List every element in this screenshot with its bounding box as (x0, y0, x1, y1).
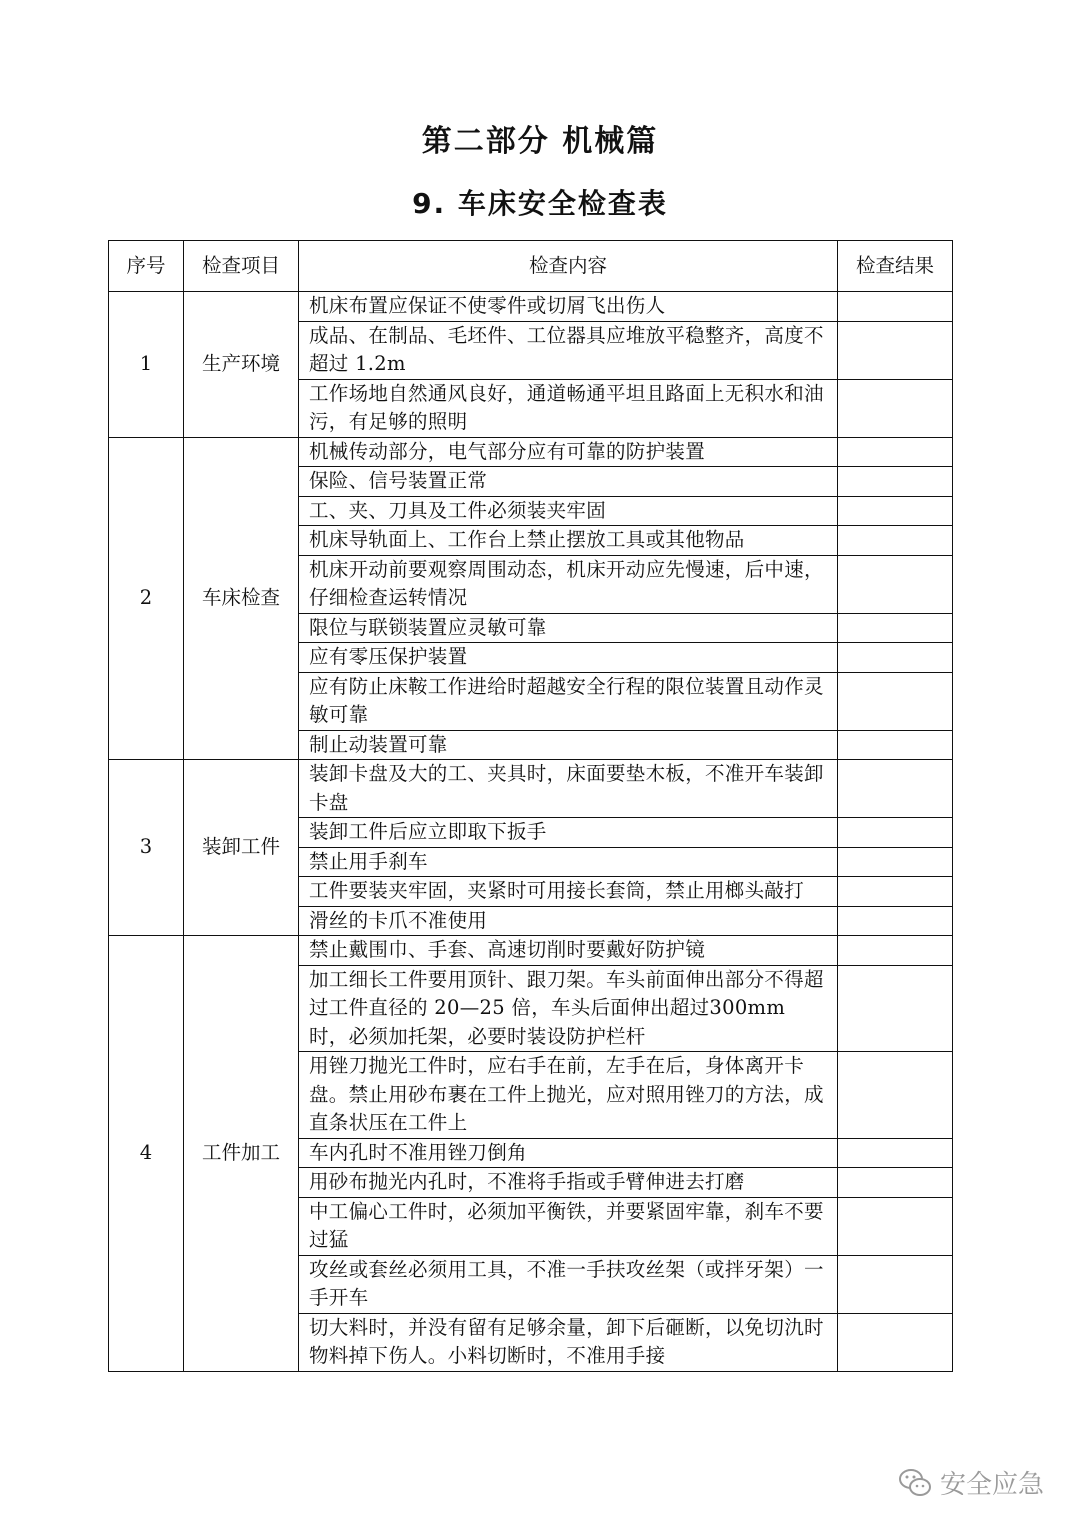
table-row (109, 437, 953, 467)
check-result-cell[interactable] (838, 437, 953, 467)
check-result-cell[interactable] (838, 1197, 953, 1255)
section-seq: 2 (109, 437, 184, 760)
check-content: 保险、信号装置正常 (299, 467, 838, 497)
section-item: 车床检查 (184, 437, 299, 760)
check-content: 滑丝的卡爪不准使用 (299, 906, 838, 936)
check-result-cell[interactable] (838, 292, 953, 322)
check-content: 应有零压保护装置 (299, 643, 838, 673)
check-content: 攻丝或套丝必须用工具，不准一手扶攻丝架（或拌牙架）一手开车 (299, 1255, 838, 1313)
check-content: 工作场地自然通风良好，通道畅通平坦且路面上无积水和油污，有足够的照明 (299, 379, 838, 437)
check-result-cell[interactable] (838, 1052, 953, 1139)
check-result-cell[interactable] (838, 847, 953, 877)
header-result: 检查结果 (838, 241, 953, 292)
check-result-cell[interactable] (838, 1255, 953, 1313)
check-content: 成品、在制品、毛坯件、工位器具应堆放平稳整齐，高度不超过 1.2m (299, 321, 838, 379)
check-result-cell[interactable] (838, 1313, 953, 1371)
wechat-icon (898, 1468, 932, 1498)
table-row (109, 936, 953, 966)
section-item: 装卸工件 (184, 760, 299, 936)
check-content: 工、夹、刀具及工件必须装夹牢固 (299, 496, 838, 526)
watermark (898, 1464, 1044, 1501)
check-content: 装卸卡盘及大的工、夹具时，床面要垫木板，不准开车装卸卡盘 (299, 760, 838, 818)
check-result-cell[interactable] (838, 760, 953, 818)
check-content: 禁止戴围巾、手套、高速切削时要戴好防护镜 (299, 936, 838, 966)
check-result-cell[interactable] (838, 672, 953, 730)
check-result-cell[interactable] (838, 496, 953, 526)
check-content: 中工偏心工件时，必须加平衡铁，并要紧固牢靠，刹车不要过猛 (299, 1197, 838, 1255)
check-content: 机床布置应保证不使零件或切屑飞出伤人 (299, 292, 838, 322)
lathe-safety-checklist-table (108, 240, 953, 1372)
check-content: 机械传动部分，电气部分应有可靠的防护装置 (299, 437, 838, 467)
check-result-cell[interactable] (838, 379, 953, 437)
check-result-cell[interactable] (838, 818, 953, 848)
check-result-cell[interactable] (838, 730, 953, 760)
check-content: 用锉刀抛光工件时，应右手在前，左手在后，身体离开卡盘。禁止用砂布裹在工件上抛光，应对照用锉刀的方法，成直条状压在工件上 (299, 1052, 838, 1139)
section-seq: 1 (109, 292, 184, 438)
table-row (109, 760, 953, 818)
check-content: 应有防止床鞍工作进给时超越安全行程的限位装置且动作灵敏可靠 (299, 672, 838, 730)
check-content: 加工细长工件要用顶针、跟刀架。车头前面伸出部分不得超过工件直径的 20—25 倍，车头后面伸出超过300mm 时，必须加托架，必要时装设防护栏杆 (299, 965, 838, 1052)
check-result-cell[interactable] (838, 526, 953, 556)
check-content: 用砂布抛光内孔时，不准将手指或手臂伸进去打磨 (299, 1168, 838, 1198)
check-result-cell[interactable] (838, 906, 953, 936)
page-title: 第二部分 机械篇 (421, 124, 659, 159)
check-result-cell[interactable] (838, 467, 953, 497)
table-row (109, 292, 953, 322)
header-seq: 序号 (109, 241, 184, 292)
check-result-cell[interactable] (838, 1168, 953, 1198)
check-result-cell[interactable] (838, 965, 953, 1052)
check-result-cell[interactable] (838, 555, 953, 613)
section-seq: 4 (109, 936, 184, 1372)
watermark-text: 安全应急 (939, 1470, 1044, 1500)
check-result-cell[interactable] (838, 321, 953, 379)
check-content: 制止动装置可靠 (299, 730, 838, 760)
section-seq: 3 (109, 760, 184, 936)
check-result-cell[interactable] (838, 936, 953, 966)
table-header-row (109, 241, 953, 292)
check-content: 车内孔时不准用锉刀倒角 (299, 1138, 838, 1168)
check-result-cell[interactable] (838, 643, 953, 673)
check-result-cell[interactable] (838, 613, 953, 643)
check-content: 工件要装夹牢固，夹紧时可用接长套筒，禁止用榔头敲打 (299, 877, 838, 907)
check-result-cell[interactable] (838, 1138, 953, 1168)
check-content: 禁止用手刹车 (299, 847, 838, 877)
section-item: 生产环境 (184, 292, 299, 438)
check-content: 装卸工件后应立即取下扳手 (299, 818, 838, 848)
section-item: 工件加工 (184, 936, 299, 1372)
header-content: 检查内容 (299, 241, 838, 292)
check-content: 机床导轨面上、工作台上禁止摆放工具或其他物品 (299, 526, 838, 556)
check-content: 机床开动前要观察周围动态，机床开动应先慢速，后中速，仔细检查运转情况 (299, 555, 838, 613)
page-subtitle: 9. 车床安全检查表 (412, 187, 668, 220)
header-item: 检查项目 (184, 241, 299, 292)
check-content: 限位与联锁装置应灵敏可靠 (299, 613, 838, 643)
check-content: 切大料时，并没有留有足够余量，卸下后砸断，以免切氿时物料掉下伤人。小料切断时，不准用手接 (299, 1313, 838, 1371)
check-result-cell[interactable] (838, 877, 953, 907)
